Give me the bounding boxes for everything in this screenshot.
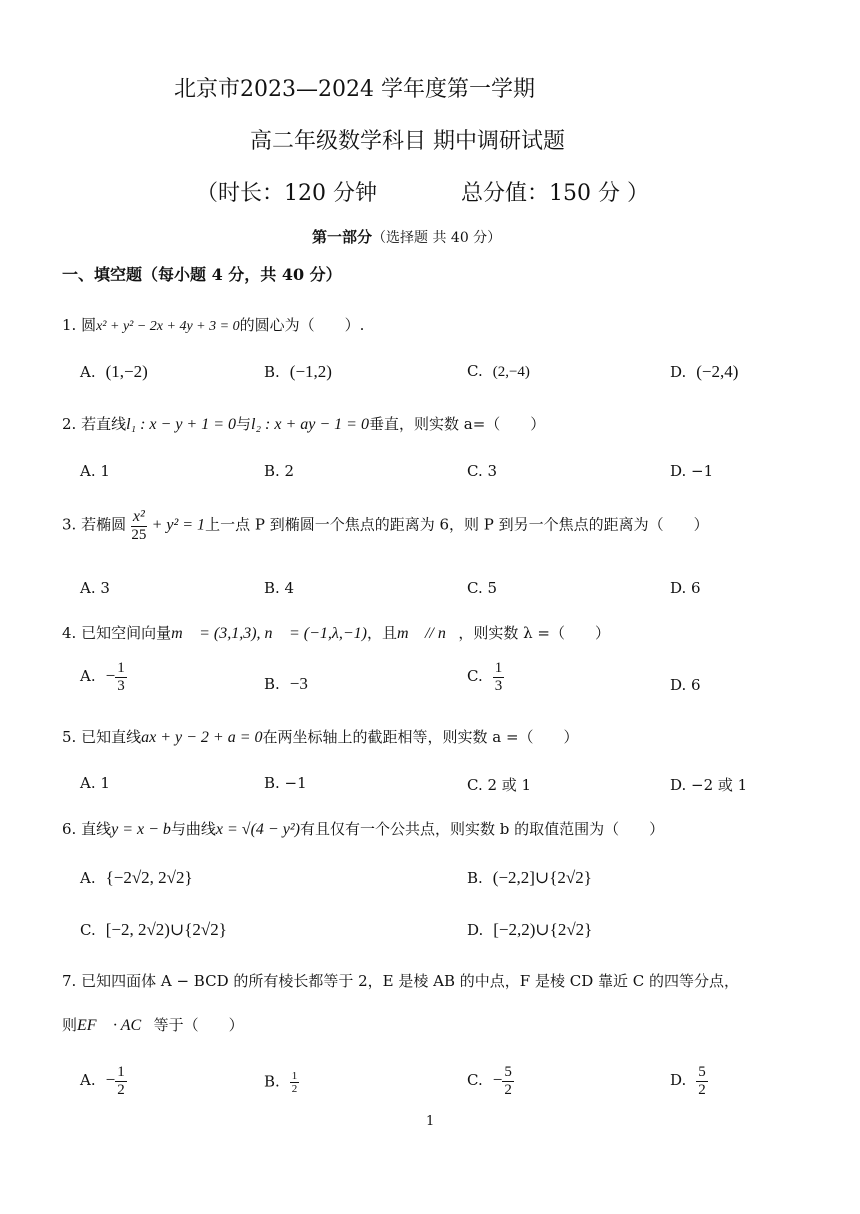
q1-prefix: 1. 圆 <box>62 316 97 334</box>
q2-option-d: D. −1 <box>670 462 714 480</box>
exam-title-line1: 北京市2023—2024 学年度第一学期 <box>174 77 535 102</box>
q1-option-a: A. (1,−2) <box>80 362 148 381</box>
q3-option-d: D. 6 <box>670 579 701 597</box>
q6-option-a: A. {−2√2, 2√2} <box>80 868 193 887</box>
q2-option-a: A. 1 <box>80 462 110 480</box>
question-7-stem-line2: 则EF⃗ · AC⃗等于（ ） <box>62 1016 244 1034</box>
q6-option-c: C. [−2, 2√2)∪{2√2} <box>80 920 227 939</box>
exam-duration-score <box>196 176 649 207</box>
q6-option-b: B. (−2,2]∪{2√2} <box>467 868 592 887</box>
q7-option-a: A. − $\frac{1}{2}$ <box>80 1064 125 1098</box>
q4-option-c: C. $\frac{1}{3}$ <box>467 660 503 694</box>
question-3-stem: 3. 若椭圆 $\frac{\text{x²}}{25}$ + y² = 1上一点 P 到椭圆一个焦点的距离为 6，则 P 到另一个焦点的距离为（ ） <box>62 508 709 543</box>
q2-option-c: C. 3 <box>467 462 498 480</box>
part-note: （选择题 共 40 分） <box>372 230 502 246</box>
q1-suffix: 的圆心为（ ）. <box>239 316 365 334</box>
q7-option-b: B. $\frac{1}{2}$ <box>264 1070 298 1096</box>
part-label: 第一部分 <box>312 228 373 246</box>
q4-option-b: B. −3 <box>264 674 308 693</box>
q5-option-d: D. −2 或 1 <box>670 776 748 794</box>
exam-duration: （时长：120 分钟 <box>196 181 377 206</box>
question-2-stem: 2. 若直线l₁ : x − y + 1 = 0与l₂ : x + ay − 1 = 0垂直，则实数 a=（ ） <box>62 415 546 433</box>
q3-option-b: B. 4 <box>264 579 295 597</box>
q5-option-c: C. 2 或 1 <box>467 776 532 794</box>
q2-option-b: B. 2 <box>264 462 295 480</box>
q4-option-a: A. − $\frac{1}{3}$ <box>80 660 125 694</box>
q1-option-c: C. (2,−4) <box>467 362 530 380</box>
q7-option-d: D. $\frac{5}{2}$ <box>670 1064 706 1098</box>
question-1-stem <box>62 314 364 335</box>
q3-fraction: $\frac{\text{x²}}{25}$ <box>131 508 147 543</box>
q6-option-d: D. [−2,2)∪{2√2} <box>467 920 593 939</box>
part-heading <box>312 226 501 247</box>
q3-option-c: C. 5 <box>467 579 498 597</box>
question-4-stem: 4. 已知空间向量m⃗ = (3,1,3), n⃗ = (−1,λ,−1)，且m⃗ // n⃗，则实数 λ =（ ） <box>62 624 610 642</box>
question-7-stem-line1: 7. 已知四面体 A − BCD 的所有棱长都等于 2，E 是棱 AB 的中点，F 是棱 CD 靠近 C 的四等分点， <box>62 972 740 990</box>
section-title: 一、填空题（每小题 4 分，共 40 分） <box>62 265 342 284</box>
q3-option-a: A. 3 <box>80 579 110 597</box>
question-6-stem: 6. 直线y = x − b与曲线x = √(4 − y²)有且仅有一个公共点，则实数 b 的取值范围为（ ） <box>62 820 665 838</box>
q7-option-c: C. − $\frac{5}{2}$ <box>467 1064 512 1098</box>
exam-title-line2: 高二年级数学科目 期中调研试题 <box>250 129 565 154</box>
page-number: 1 <box>426 1114 435 1129</box>
q5-option-b: B. −1 <box>264 774 307 792</box>
q1-math: x² + y² − 2x + 4y + 3 = 0 <box>96 319 240 334</box>
q5-option-a: A. 1 <box>80 774 110 792</box>
exam-total-score: 总分值：150 分 ） <box>461 181 649 206</box>
question-5-stem: 5. 已知直线ax + y − 2 + a = 0在两坐标轴上的截距相等，则实数 a =（ ） <box>62 728 579 746</box>
q1-option-b: B. (−1,2) <box>264 362 332 381</box>
q4-option-d: D. 6 <box>670 676 701 694</box>
q1-option-d: D. (−2,4) <box>670 362 739 381</box>
